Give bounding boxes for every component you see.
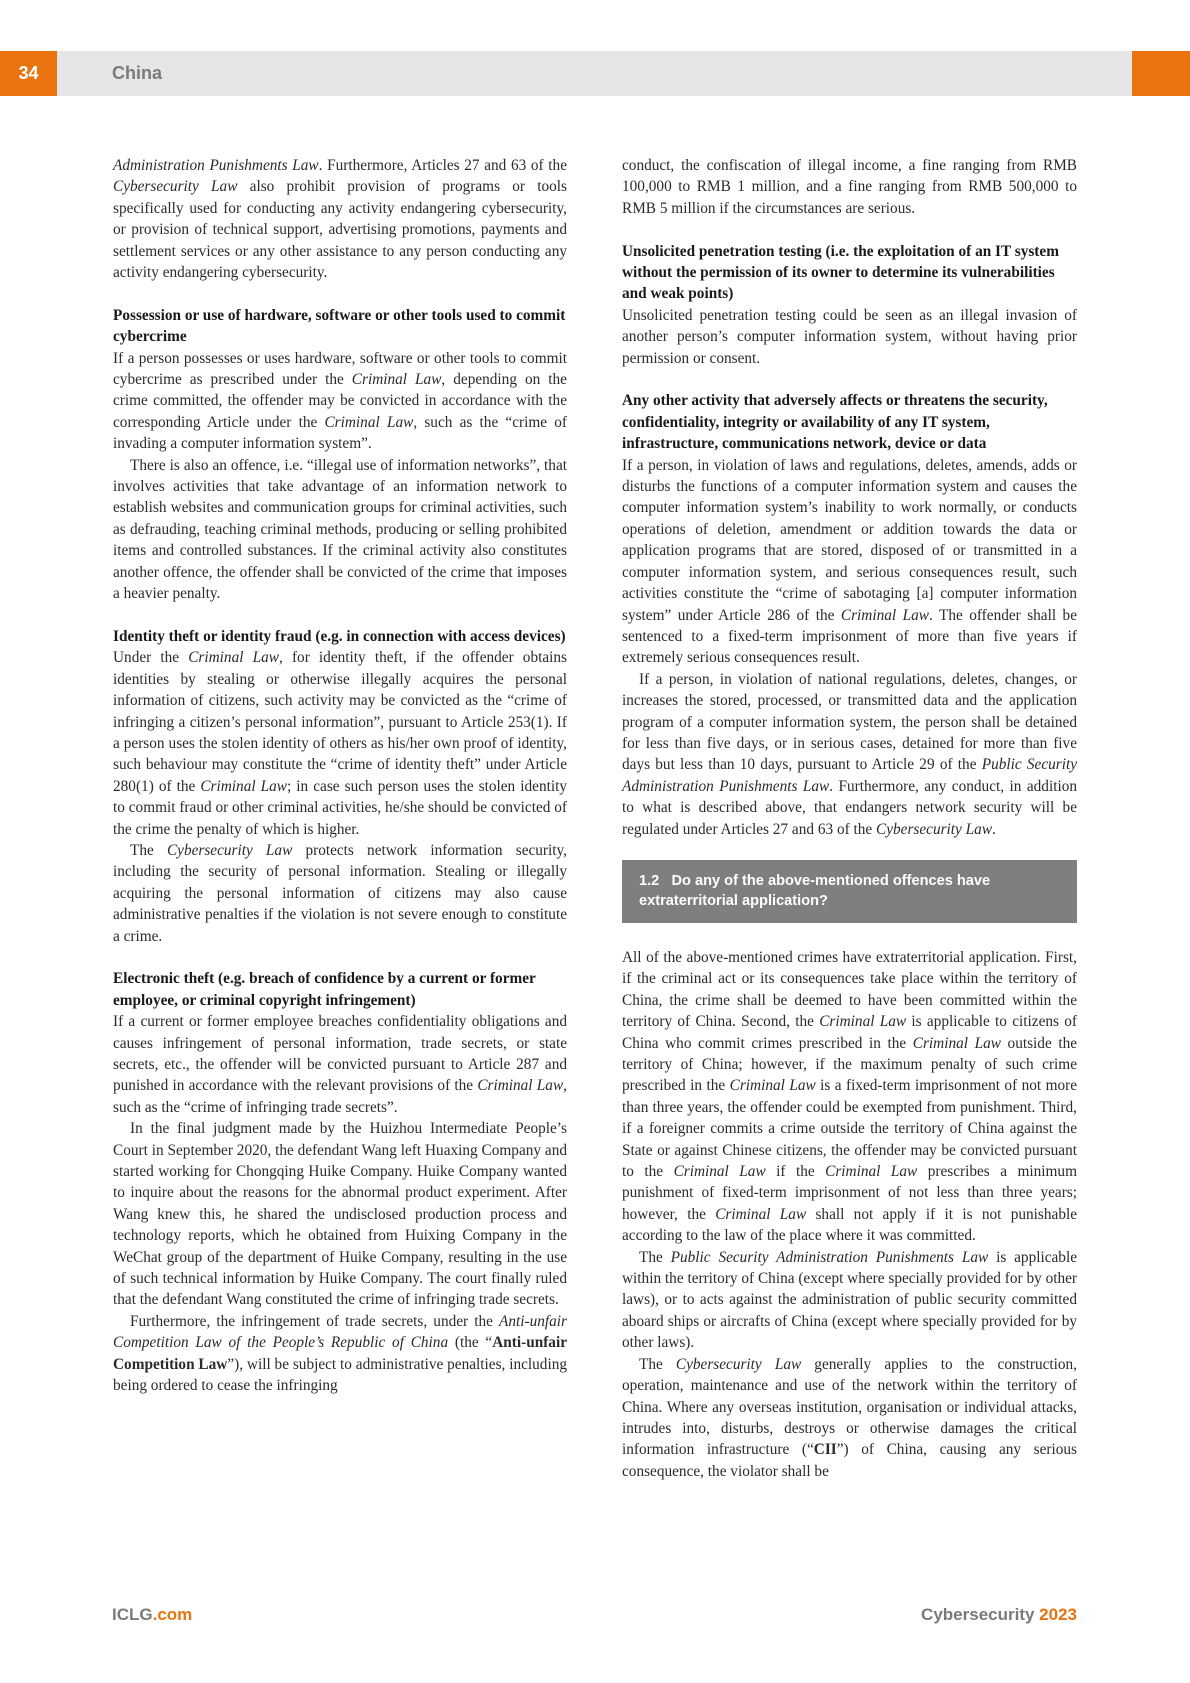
section-heading-other-activity: Any other activity that adversely affects or threatens the security, confidentiality, integrity or availability of any IT system, infrastructure, communications network, device or data <box>622 392 1048 453</box>
left-column <box>113 155 567 1397</box>
header-accent <box>1132 51 1190 96</box>
paragraph: The Public Security Administration Punishments Law is applicable within the territory of China (except where specially provided for by other laws), or to acts against the administration of public security committed aboard ships or aircrafts of China (except where specially provided for by other laws). <box>622 1248 1077 1352</box>
paragraph: Under the Criminal Law, for identity theft, if the offender obtains identities by stealing or otherwise illegally acquires the personal information of citizens, such activity may be convicted as the “crime of infringing a citizen’s personal information”, pursuant to Article 253(1). If a person uses the stolen identity of others as his/her own proof of identity, such behaviour may constitute the “crime of identity theft” under Article 280(1) of the Criminal Law; in case such person uses the stolen identity to commit fraud or other criminal activities, he/she should be convicted of the crime the penalty of which is higher. <box>113 649 567 838</box>
paragraph: Unsolicited penetration testing could be seen as an illegal invasion of another person’s computer information system, without having prior permission or consent. <box>622 306 1077 367</box>
question-box <box>622 860 1077 923</box>
paragraph: If a current or former employee breaches confidentiality obligations and causes infringement of personal information, trade secrets, or state secrets, etc., the offender will be convicted pursuant to Article 287 and punished in accordance with the relevant provisions of the Criminal Law, such as the “crime of infringing trade secrets”. <box>113 1013 567 1116</box>
section-heading-possession: Possession or use of hardware, software or other tools used to commit cybercrime <box>113 306 566 346</box>
footer-site: ICLG.com <box>112 1605 193 1624</box>
question-number: 1.2 <box>639 872 660 889</box>
question-text: Do any of the above-mentioned offences have extraterritorial application? <box>639 872 991 909</box>
paragraph: In the final judgment made by the Huizhou Intermediate People’s Court in September 2020, the defendant Wang left Huaxing Company and started working for Chongqing Huike Company. Huike Company wanted to inquire about the reasons for the abnormal product experiment. After Wang knew this, he shared the undisclosed production process and technology reports, which he obtained from Huixing Company in the WeChat group of the department of Huike Company, resulting in the use of such technical information by Huike Company. The court finally ruled that the defendant Wang constituted the crime of infringing trade secrets. <box>113 1120 567 1309</box>
paragraph: The Cybersecurity Law generally applies to the construction, operation, maintenance and use of the network within the territory of China. Where any overseas institution, organisation or individual attacks, intrudes into, disturbs, destroys or otherwise damages the critical information infrastructure (“CII”) of China, causing any serious consequence, the violator shall be <box>622 1355 1078 1480</box>
page-number: 34 <box>0 51 57 96</box>
paragraph: All of the above-mentioned crimes have extraterritorial application. First, if the criminal act or its consequences take place within the territory of China, the crime shall be deemed to have been committed within the territory of China. Second, the Criminal Law is applicable to citizens of China who commit crimes prescribed in the Criminal Law outside the territory of China; however, if the maximum penalty of such crime prescribed in the Criminal Law is a fixed-term imprisonment of not more than three years, the offender could be exempted from punishment. Third, if a foreigner commits a crime outside the territory of China against the State or against Chinese citizens, the offender may be convicted pursuant to the Criminal Law if the Criminal Law prescribes a minimum punishment of fixed-term imprisonment of not less than three years; however, the Criminal Law shall not apply if it is not punishable according to the law of the place where it was committed. <box>622 948 1078 1245</box>
page-title: China <box>112 63 163 83</box>
paragraph: conduct, the confiscation of illegal income, a fine ranging from RMB 100,000 to RMB 1 million, and a fine ranging from RMB 500,000 to RMB 5 million if the circumstances are serious. <box>622 157 1077 217</box>
section-heading-identity: Identity theft or identity fraud (e.g. in connection with access devices) <box>113 627 566 645</box>
paragraph: If a person, in violation of laws and regulations, deletes, amends, adds or disturbs the functions of a computer information system and causes the computer information system’s inability to work normally, or conducts operations of deletion, amendment or addition towards the data or application programs that are stored, disposed of or transmitted in a computer information system, and serious consequences result, such activities constitute the “crime of sabotaging [a] computer information system” under Article 286 of the Criminal Law. The offender shall be sentenced to a fixed-term imprisonment of more than five years if extremely serious consequences result. <box>622 456 1077 667</box>
paragraph: Administration Punishments Law. Furthermore, Articles 27 and 63 of the Cybersecurity Law also prohibit provision of programs or tools specifically used for conducting any activity endangering cybersecurity, or provision of technical support, advertising promotions, payments and settlement services or any other assistance to any person conducting any activity endangering cybersecurity. <box>113 157 567 282</box>
paragraph: There is also an offence, i.e. “illegal use of information networks”, that involves activities that take advantage of an information network to establish websites and communication groups for criminal activities, such as defrauding, teaching criminal methods, producing or selling prohibited items and controlled substances. If the criminal activity also constitutes another offence, the offender shall be convicted of the crime that imposes a heavier penalty. <box>113 456 567 603</box>
paragraph: Furthermore, the infringement of trade secrets, under the Anti-unfair Competition Law of the People’s Republic of China (the “Anti-unfair Competition Law”), will be subject to administrative penalties, including being ordered to cease the infringing <box>113 1312 567 1395</box>
right-column <box>622 155 1077 1482</box>
paragraph: If a person possesses or uses hardware, software or other tools to commit cybercrime as prescribed under the Criminal Law, depending on the crime committed, the offender may be convicted in accordance with the corresponding Article under the Criminal Law, such as the “crime of invading a computer information system”. <box>113 349 567 453</box>
section-heading-electronic: Electronic theft (e.g. breach of confidence by a current or former employee, or criminal copyright infringement) <box>113 970 536 1009</box>
paragraph: If a person, in violation of national regulations, deletes, changes, or increases the stored, processed, or transmitted data and the application program of a computer information system, the person shall be detained for less than five days, or in serious cases, detained for more than five days but less than 10 days, pursuant to Article 29 of the Public Security Administration Punishments Law. Furthermore, any conduct, in addition to what is described above, that endangers network security will be regulated under Articles 27 and 63 of the Cybersecurity Law. <box>622 670 1077 838</box>
header-bar <box>57 51 1132 96</box>
section-heading-penetration: Unsolicited penetration testing (i.e. the exploitation of an IT system without the permission of its owner to determine its vulnerabilities and weak points) <box>622 242 1059 303</box>
footer-publication: Cybersecurity 2023 <box>921 1605 1077 1624</box>
paragraph: The Cybersecurity Law protects network information security, including the security of personal information. Stealing or illegally acquiring the personal information of citizens may also cause administrative penalties if the violation is not severe enough to constitute a crime. <box>113 841 567 945</box>
